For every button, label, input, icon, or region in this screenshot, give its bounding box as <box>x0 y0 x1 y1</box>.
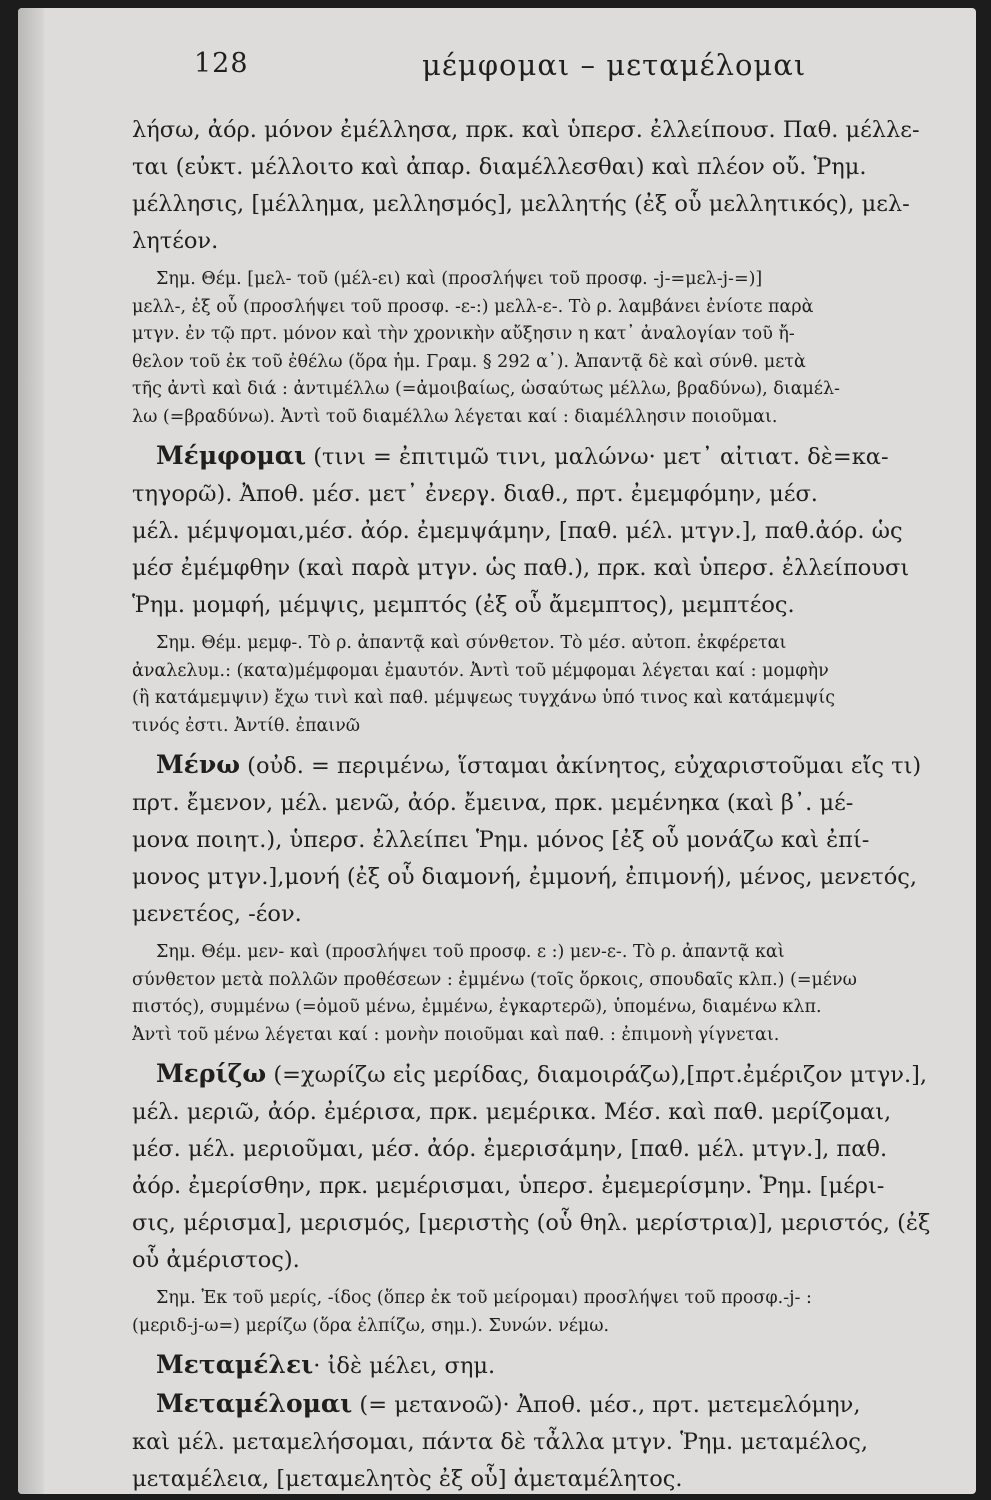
entry-text: πρτ. ἔμενον, μέλ. μενῶ, ἀόρ. ἔμεινα, πρκ. μεμένηκα (καὶ β᾽. μέ- <box>132 790 854 816</box>
entry-note <box>132 630 954 740</box>
entry-note <box>132 1285 954 1340</box>
entry-text: μέσ. μέλ. μεριοῦμαι, μέσ. ἀόρ. ἐμερισάμην, [παθ. μέλ. μτγν.], παθ. <box>132 1136 888 1162</box>
entry-text: μέσ ἐμέμφθην (καὶ παρὰ μτγν. ὡς παθ.), πρκ. καὶ ὑπερσ. ἐλλείπουσι <box>132 555 910 581</box>
note-line: πιστός), συμμένω (=ὁμοῦ μένω, ἐμμένω, ἐγκαρτερῶ), ὑπομένω, διαμένω κλπ. <box>132 997 822 1017</box>
entry-line <box>132 437 954 476</box>
note-line: Σημ. Θέμ. μεμφ-. Τὸ ρ. ἀπαντᾷ καὶ σύνθετον. Τὸ μέσ. αὐτοπ. ἐκφέρεται <box>156 633 787 653</box>
page-number: 128 <box>194 48 249 79</box>
entry-text: μεταμέλεια, [μεταμελητὸς ἐξ οὗ] ἀμεταμέλητος. <box>132 1466 683 1492</box>
entry-text: οὗ ἀμέριστος). <box>132 1247 300 1273</box>
entry-line <box>132 149 954 186</box>
entry-body <box>132 746 954 933</box>
note-line: τινός ἐστι. Ἀντίθ. ἐπαινῶ <box>132 715 361 736</box>
note-line: Σημ. Θέμ. μεν- καὶ (προσλήψει τοῦ προσφ. ε :) μεν-ε-. Τὸ ρ. ἀπαντᾷ καὶ <box>156 942 785 962</box>
dictionary-page <box>18 8 976 1494</box>
page-spine-shadow <box>18 8 44 1494</box>
note-line: (ἢ κατάμεμψιν) ἔχω τινὶ καὶ παθ. μέμψεως τυγχάνω ὑπό τινος καὶ κατάμεμψίς <box>132 688 836 708</box>
dictionary-entry <box>132 746 954 1049</box>
entry-headword: Μεταμέλομαι <box>156 1389 353 1418</box>
entry-text: τηγορῶ). Ἀποθ. μέσ. μετ᾽ ἐνεργ. διαθ., πρτ. ἐμεμφόμην, μέσ. <box>132 481 818 507</box>
entry-line <box>132 186 954 223</box>
page-header <box>132 48 954 104</box>
entry-line <box>132 1205 954 1242</box>
entry-text: μέλλησις, [μέλλημα, μελλησμός], μελλητής (ἐξ οὗ μελλητικός), μελ- <box>132 191 910 217</box>
entry-text: (τινι = ἐπιτιμῶ τινι, μαλώνω· μετ᾽ αἰτιατ. δὲ=κα- <box>306 444 889 470</box>
entry-text: (=χωρίζω εἰς μερίδας, διαμοιράζω),[πρτ.ἐμέριζον μτγν.], <box>266 1062 928 1088</box>
entry-text: Ῥημ. μομφή, μέμψις, μεμπτός (ἐξ οὗ ἄμεμπτος), μεμπτέος. <box>132 592 795 618</box>
note-line: τῆς ἀντὶ καὶ διά : ἀντιμέλλω (=ἀμοιβαίως, ὡσαύτως μέλλω, βραδύνω), διαμέλ- <box>132 379 840 399</box>
note-line: σύνθετον μετὰ πολλῶν προθέσεων : ἐμμένω (τοῖς ὅρκοις, σπουδαῖς κλπ.) (=μένω <box>132 969 857 990</box>
note-line: Σημ. Θέμ. [μελ- τοῦ (μέλ-ει) καὶ (προσλήψει τοῦ προσφ. -j-=μελ-j-=)] <box>156 269 763 289</box>
entry-text: μέλ. μεριῶ, ἀόρ. ἐμέρισα, πρκ. μεμέρικα. Μέσ. καὶ παθ. μερίζομαι, <box>132 1099 892 1125</box>
note-line: (μεριδ-j-ω=) μερίζω (ὅρα ἐλπίζω, σημ.). Συνών. νέμω. <box>132 1315 610 1336</box>
entry-body <box>132 437 954 624</box>
entry-text: μέλ. μέμψομαι,μέσ. ἀόρ. ἐμεμψάμην, [παθ. μέλ. μτγν.], παθ.ἀόρ. ὡς <box>132 518 903 544</box>
entry-line <box>132 112 954 149</box>
entry-body <box>132 112 954 260</box>
dictionary-entry <box>132 1346 954 1385</box>
entry-line <box>132 1094 954 1131</box>
entry-text: (οὐδ. = περιμένω, ἵσταμαι ἀκίνητος, εὐχαριστοῦμαι εἴς τι) <box>240 753 922 779</box>
entry-line <box>132 1424 954 1461</box>
entries-container <box>132 112 954 1494</box>
entry-text: λήσω, ἀόρ. μόνον ἐμέλλησα, πρκ. καὶ ὑπερσ. ἐλλείπουσ. Παθ. μέλλε- <box>132 117 920 143</box>
entry-line <box>132 550 954 587</box>
entry-line <box>132 223 954 260</box>
entry-line <box>132 859 954 896</box>
entry-headword: Μένω <box>156 750 241 779</box>
entry-line <box>132 1168 954 1205</box>
note-line: Ἀντὶ τοῦ μένω λέγεται καί : μονὴν ποιοῦμαι καὶ παθ. : ἐπιμονὴ γίγνεται. <box>132 1024 780 1045</box>
entry-line <box>132 1055 954 1094</box>
entry-text: (= μετανοῶ)· Ἀποθ. μέσ., πρτ. μετεμελόμην, <box>352 1392 861 1418</box>
entry-line <box>132 746 954 785</box>
entry-line <box>132 822 954 859</box>
entry-headword: Μέμφομαι <box>156 441 307 470</box>
entry-headword: Μεταμέλει <box>156 1350 314 1379</box>
note-line: μελλ-, ἐξ οὗ (προσλήψει τοῦ προσφ. -ε-:) μελλ-ε-. Τὸ ρ. λαμβάνει ἐνίοτε παρὰ <box>132 296 814 317</box>
dictionary-entry <box>132 437 954 740</box>
note-line: λω (=βραδύνω). Ἀντὶ τοῦ διαμέλλω λέγεται καί : διαμέλλησιν ποιοῦμαι. <box>132 406 778 427</box>
entry-text: ται (εὐκτ. μέλλοιτο καὶ ἀπαρ. διαμέλλεσθαι) καὶ πλέον οὔ. Ῥημ. <box>132 154 867 180</box>
entry-line <box>132 1242 954 1279</box>
entry-line <box>132 587 954 624</box>
entry-text: μονα ποιητ.), ὑπερσ. ἐλλείπει Ῥημ. μόνος [ἐξ οὗ μονάζω καὶ ἐπί- <box>132 827 870 853</box>
entry-note <box>132 939 954 1049</box>
note-line: μτγν. ἐν τῷ πρτ. μόνον καὶ τὴν χρονικὴν αὔξησιν η κατ᾽ ἀναλογίαν τοῦ ἤ- <box>132 324 795 344</box>
note-line: Σημ. Ἐκ τοῦ μερίς, -ίδος (ὅπερ ἐκ τοῦ μείρομαι) προσλήψει τοῦ προσφ.-j- : <box>156 1288 812 1308</box>
dictionary-entry <box>132 112 954 431</box>
entry-body <box>132 1346 954 1385</box>
entry-body <box>132 1385 954 1494</box>
entry-headword: Μερίζω <box>156 1059 267 1088</box>
entry-line <box>132 513 954 550</box>
entry-text: · ἰδὲ μέλει, σημ. <box>313 1353 496 1379</box>
note-line: ἀναλελυμ.: (κατα)μέμφομαι ἐμαυτόν. Ἀντὶ τοῦ μέμφομαι λέγεται καί : μομφὴν <box>132 660 829 681</box>
entry-line <box>132 1346 954 1385</box>
entry-line <box>132 1131 954 1168</box>
entry-text: σις, μέρισμα], μερισμός, [μεριστὴς (οὗ θηλ. μερίστρια)], μεριστός, (ἐξ <box>132 1210 931 1236</box>
entry-text: ἀόρ. ἐμερίσθην, πρκ. μεμέρισμαι, ὑπερσ. ἐμεμερίσμην. Ῥημ. [μέρι- <box>132 1173 885 1199</box>
entry-line <box>132 1385 954 1424</box>
entry-body <box>132 1055 954 1279</box>
entry-text: μονος μτγν.],μονή (ἐξ οὗ διαμονή, ἐμμονή, ἐπιμονή), μένος, μενετός, <box>132 864 918 890</box>
dictionary-entry <box>132 1055 954 1340</box>
entry-text: λητέον. <box>132 228 219 254</box>
entry-line <box>132 896 954 933</box>
entry-text: καὶ μέλ. μεταμελήσομαι, πάντα δὲ τἆλλα μτγν. Ῥημ. μεταμέλος, <box>132 1429 869 1455</box>
running-head: μέμφομαι – μεταμέλομαι <box>422 48 807 82</box>
note-line: θελον τοῦ ἐκ τοῦ ἐθέλω (ὅρα ἡμ. Γραμ. § 292 α᾽). Ἀπαντᾷ δὲ καὶ σύνθ. μετὰ <box>132 351 806 372</box>
entry-note <box>132 266 954 431</box>
entry-line <box>132 476 954 513</box>
entry-line <box>132 1461 954 1494</box>
entry-line <box>132 785 954 822</box>
dictionary-entry <box>132 1385 954 1494</box>
entry-text: μενετέος, -έον. <box>132 901 302 927</box>
